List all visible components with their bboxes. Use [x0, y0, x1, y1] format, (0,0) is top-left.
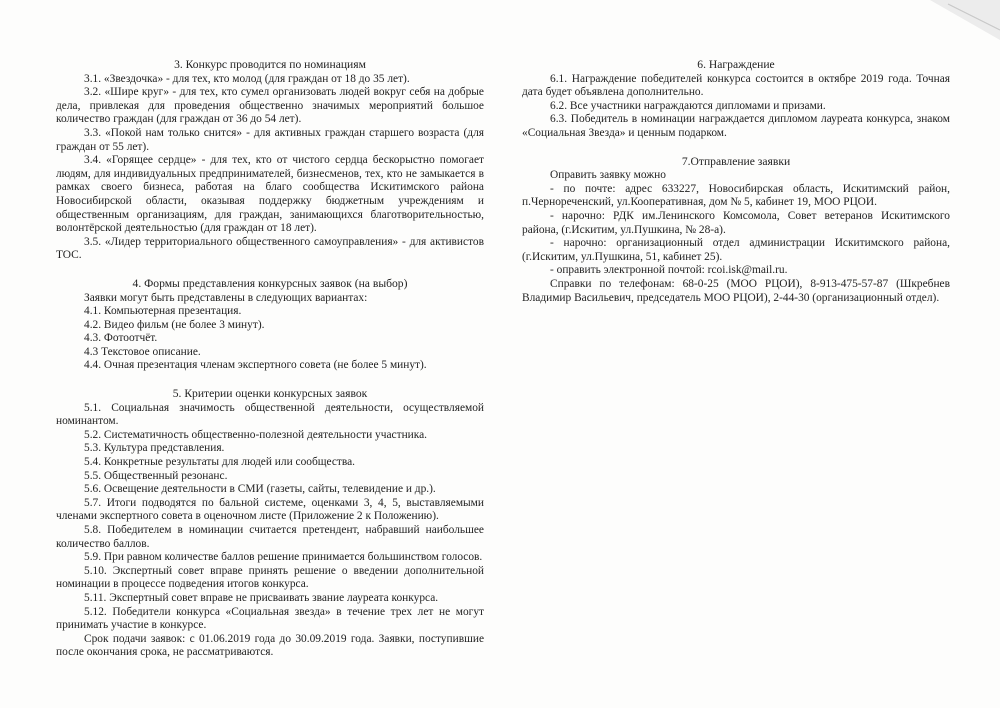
- paragraph: 6.2. Все участники награждаются дипломами и призами.: [550, 99, 826, 112]
- paragraph: 5.7. Итоги подводятся по бальной системе, оценками 3, 4, 5, выставляемыми членами экспертного совета в оценочном листе (Приложение 2 к Положению).: [56, 496, 484, 523]
- paragraph: 5.1. Социальная значимость общественной деятельности, осуществляемой номинантом.: [56, 401, 484, 428]
- paragraph: - нарочно: организационный отдел администрации Искитимского района, (г.Искитим, ул.Пушкина, 51, кабинет 25).: [522, 237, 950, 263]
- left-column: [56, 58, 484, 674]
- paragraph: 5.5. Общественный резонанс.: [84, 469, 228, 482]
- page-fold-mark: [930, 0, 1000, 40]
- paragraph: 5.4. Конкретные результаты для людей или сообщества.: [84, 456, 356, 469]
- paragraph: 3.3. «Покой нам только снится» - для активных граждан старшего возраста (для граждан от 55 лет).: [56, 126, 484, 153]
- section-awards: [522, 58, 950, 141]
- paragraph: 4.1. Компьютерная презентация.: [84, 305, 242, 318]
- paragraph: - по почте: адрес 633227, Новосибирская область, Искитимский район, п.Чернореченский, ул.Кооперативная, дом № 5, кабинет 19, МОО РЦОИ.: [522, 182, 950, 209]
- paragraph: 4.4. Очная презентация членам экспертного совета (не более 5 минут).: [84, 359, 427, 372]
- right-column: [522, 58, 950, 319]
- paragraph: 6.1. Награждение победителей конкурса состоится в октябре 2019 года. Точная дата будет объявлена дополнительно.: [522, 72, 950, 99]
- paragraph: 3.1. «Звездочка» - для тех, кто молод (для граждан от 18 до 35 лет).: [84, 72, 410, 85]
- section-criteria: [56, 387, 484, 660]
- paragraph: 4.3 Текстовое описание.: [84, 345, 201, 358]
- paragraph: Оправить заявку можно: [550, 169, 666, 182]
- section-forms: [56, 277, 484, 373]
- paragraph: 5.3. Культура представления.: [84, 442, 225, 455]
- paragraph: 5.10. Экспертный совет вправе принять решение о введении дополнительной номинации в процессе подведения итогов конкурса.: [56, 564, 484, 591]
- phone-paragraph: Справки по телефонам: 68-0-25 (МОО РЦОИ), 8-913-475-57-87 (Шкребнев Владимир Васильевич, председатель МОО РЦОИ), 2-44-30 (организационный отдел).: [522, 277, 950, 304]
- paragraph: Заявки могут быть представлены в следующих вариантах:: [84, 291, 368, 304]
- paragraph: 6.3. Победитель в номинации награждается дипломом лауреата конкурса, знаком «Социальная Звезда» и ценным подарком.: [522, 113, 950, 139]
- paragraph: 5.2. Систематичность общественно-полезной деятельности участника.: [84, 428, 428, 441]
- paragraph: Срок подачи заявок: с 01.06.2019 года до 30.09.2019 года. Заявки, поступившие после окончания срока, не рассматриваются.: [56, 632, 484, 659]
- paragraph: 5.9. При равном количестве баллов решение принимается большинством голосов.: [84, 551, 483, 564]
- section-4-title: 4. Формы представления конкурсных заявок (на выбор): [132, 276, 408, 290]
- paragraph: 4.3. Фотоотчёт.: [84, 332, 158, 345]
- section-3-title: 3. Конкурс проводится по номинациям: [174, 58, 366, 71]
- paragraph: 5.11. Экспертный совет вправе не присваивать звание лауреата конкурса.: [84, 591, 439, 604]
- paragraph: 5.12. Победители конкурса «Социальная звезда» в течение трех лет не могут принимать участие в конкурсе.: [56, 605, 484, 632]
- section-6-title: 6. Награждение: [697, 58, 775, 71]
- paragraph: - нарочно: РДК им.Ленинского Комсомола, Совет ветеранов Искитимского района, (г.Искитим, ул.Пушкина, № 28-а).: [522, 209, 950, 236]
- paragraph: 5.8. Победителем в номинации считается претендент, набравший наибольшее количество баллов.: [56, 524, 484, 550]
- section-nominations: [56, 58, 484, 263]
- section-7-title: 7.Отправление заявки: [681, 154, 791, 168]
- section-5-title: 5. Критерии оценки конкурсных заявок: [172, 387, 368, 401]
- paragraph: 4.2. Видео фильм (не более 3 минут).: [84, 318, 265, 331]
- email-paragraph: - оправить электронной почтой: rcoi.isk@mail.ru.: [550, 264, 788, 277]
- paragraph: 3.5. «Лидер территориального общественного самоуправления» - для активистов ТОС.: [56, 235, 484, 262]
- paragraph: 5.6. Освещение деятельности в СМИ (газеты, сайты, телевидение и др.).: [84, 483, 436, 496]
- paragraph: 3.2. «Шире круг» - для тех, кто сумел организовать людей вокруг себя на добрые дела, привлекая для проведения общественно значимых мероприятий большое количество граждан (для граждан от 36 до 54 лет).: [56, 86, 484, 126]
- paragraph: 3.4. «Горящее сердце» - для тех, кто от чистого сердца бескорыстно помогает людям, для индивидуальных предпринимателей, бизнесменов, тех, кто не замыкается в рамках своего бизнеса, работая на благо сообщества Искитимского района Новосибирской области, оказывая поддержку бюджетным учреждениям и общественным организациям, для граждан, занимающихся благотворительностью, волонтёрской деятельностью (для граждан от 18 лет).: [56, 154, 484, 235]
- section-submission: [522, 155, 950, 306]
